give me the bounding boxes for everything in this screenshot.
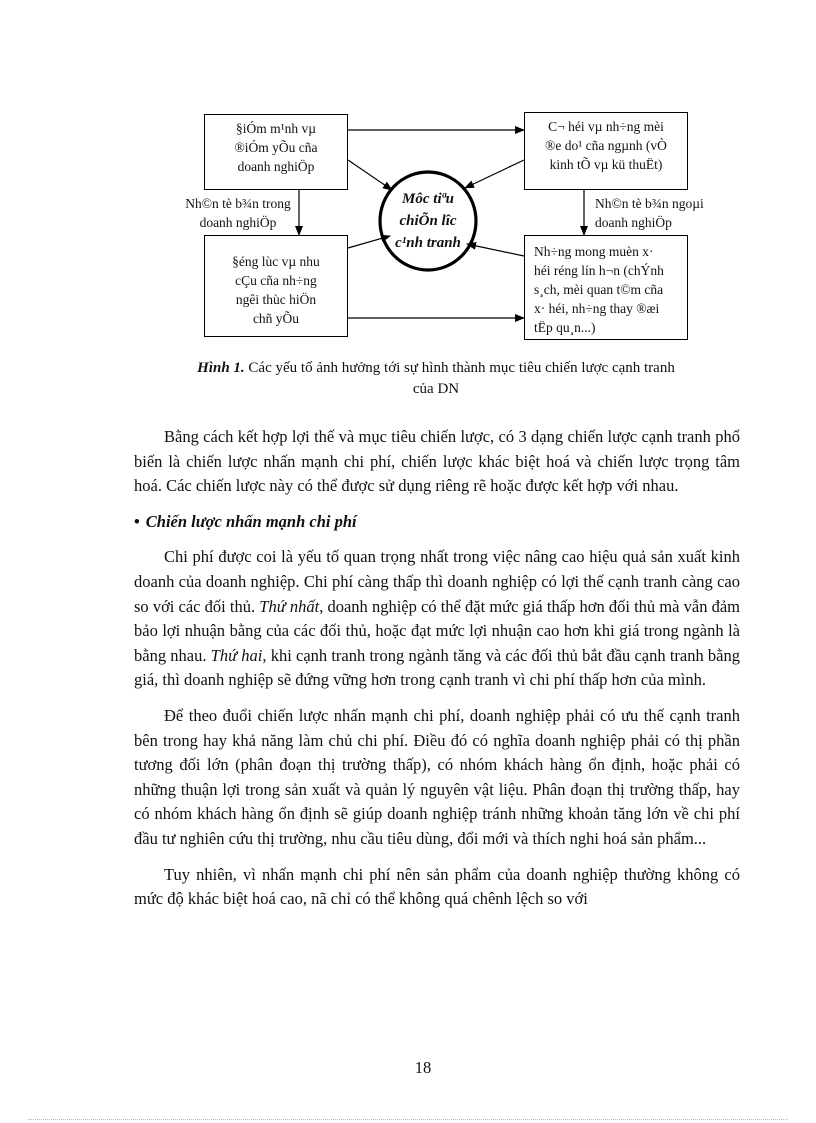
caption-line-1: Các yếu tố ảnh hưởng tới sự hình thành mục tiêu chiến lược cạnh tranh — [244, 360, 675, 376]
figure-label: Hình 1. — [197, 360, 245, 376]
body-text — [134, 425, 740, 923]
section-heading-text: Chiến lược nhấn mạnh chi phí — [145, 511, 357, 531]
box-social-expectations: Nh÷ng mong muèn x· héi réng lín h¬n (chÝnh s¸ch, mèi quan t©m cña x· héi, nh÷ng thay ®æi tËp qu¸n...) — [524, 235, 688, 340]
box-opportunities-threats: C¬ héi vµ nh÷ng mèi ®e do¹ cña ngµnh (vÒ kinh tÕ vµ kü thuËt) — [524, 112, 688, 190]
center-circle-text: Môc tiªu chiÕn lîc c¹nh tranh — [395, 191, 461, 251]
caption-line-2: của DN — [412, 381, 460, 397]
box-motivation-needs: §éng lùc vµ nhu cÇu cña nh÷ng ngêi thùc hiÖn chñ yÕu — [204, 235, 348, 337]
section-heading — [134, 510, 740, 535]
box-strengths-weaknesses: §iÓm m¹nh vµ ®iÓm yÕu cña doanh nghiÖp — [204, 114, 348, 190]
page-number: 18 — [414, 1058, 432, 1077]
factors-diagram — [0, 0, 816, 350]
paragraph-1: Bằng cách kết hợp lợi thế và mục tiêu chiến lược, có 3 dạng chiến lược cạnh tranh phổ biến là chiến lược nhấn mạnh chi phí, chiến lược khác biệt hoá và chiến lược trọng tâm hoá. Các chiến lược này có thể được sử dụng riêng rẽ hoặc được kết hợp với nhau. — [134, 427, 740, 496]
arrow-diag-top-left — [348, 160, 392, 190]
figure-caption — [136, 358, 736, 400]
paragraph-2: Chi phí được coi là yếu tố quan trọng nhất trong việc nâng cao hiệu quả sản xuất kinh doanh của doanh nghiệp. Chi phí càng thấp thì doanh nghiệp có lợi thế cạnh tranh càng cao so với các đối thủ. Thứ nhất, doanh nghiệp có thể đặt mức giá thấp hơn đối thủ mà vẫn đảm bảo lợi nhuận bằng của các đối thủ, hoặc đạt mức lợi nhuận cao hơn khi giá trong ngành là bằng nhau. Thứ hai, khi cạnh tranh trong ngành tăng và các đối thủ bắt đầu cạnh tranh bằng giá, thì doanh nghiệp sẽ đứng vững hơn trong cạnh tranh vì chi phí thấp hơn của mình. — [134, 547, 741, 690]
diagram-connectors — [0, 0, 816, 350]
paragraph-4: Tuy nhiên, vì nhấn mạnh chi phí nên sản phẩm của doanh nghiệp thường không có mức độ khác biệt hoá cao, nã chỉ có thể không quá chênh lệch so với — [134, 864, 740, 909]
paragraph-3: Để theo đuổi chiến lược nhấn mạnh chi phí, doanh nghiệp phải có ưu thế cạnh tranh bên trong hay khả năng làm chủ chi phí. Điều đó có nghĩa doanh nghiệp phải có thị phần tương đối lớn (phân đoạn thị trường thấp), có nhóm khách hàng ổn định, hoặc phải có những thuận lợi trong sản xuất và quản lý nguyên vật liệu. Phân đoạn thị trường thấp, hay có nhóm khách hàng ổn định sẽ giúp doanh nghiệp tránh những khoản tăng lớn về chi phí đầu tư nghiên cứu thị trường, nhu cầu tiêu dùng, đổi mới và thích nghi hoá sản phẩm... — [134, 705, 740, 848]
footer-divider — [28, 1119, 788, 1120]
label-internal-factors: Nh©n tè b¾n trong doanh nghiÖp — [185, 196, 291, 230]
arrow-diag-top-right — [465, 160, 524, 188]
label-external-factors: Nh©n tè b¾n ngoµi doanh nghiÖp — [595, 196, 704, 230]
bullet-icon: • — [134, 511, 140, 531]
